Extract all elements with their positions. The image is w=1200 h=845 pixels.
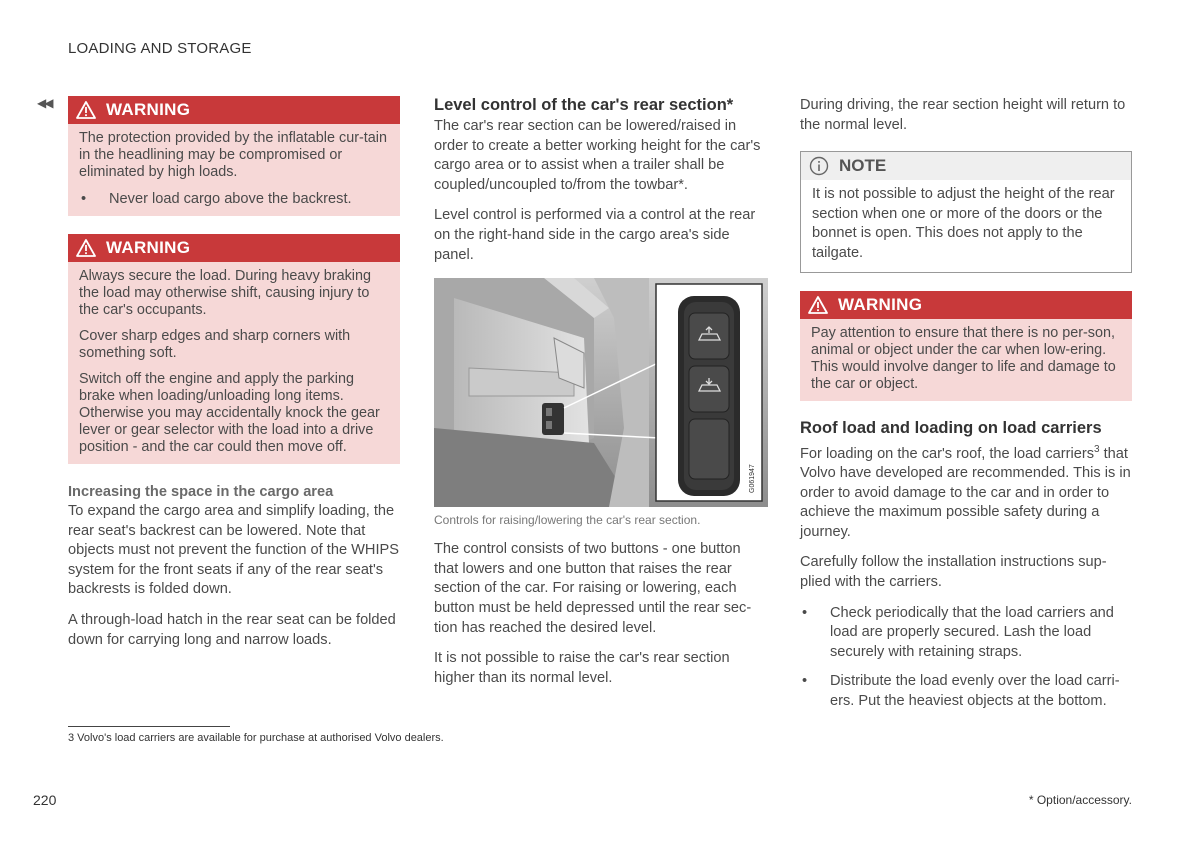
paragraph: Level control is performed via a control at the rear on the right-hand side in the cargo area's side panel.: [434, 207, 756, 263]
section-heading: Roof load and loading on load carriers: [800, 418, 1102, 437]
paragraph: The car's rear section can be lowered/raised in order to create a better working height for the car's cargo area or to assist when a trailer shall be coupled/uncoupled to/from the towbar*.: [434, 118, 761, 193]
warning-header: [800, 291, 1132, 319]
warning-triangle-icon: [76, 101, 96, 119]
note-box: [800, 151, 1132, 272]
footnote-number: 3: [68, 732, 75, 744]
warning-header: [68, 234, 400, 262]
list-item: [800, 604, 1132, 663]
section-heading: Level control of the car's rear section*: [434, 96, 734, 114]
warning-text: The protection provided by the inflatable cur-tain in the headlining may be compromised or eliminated by high loads.: [79, 130, 387, 180]
list-item: [800, 672, 1132, 711]
cargo-area-illustration: [434, 278, 768, 507]
page-number: 220: [33, 792, 57, 808]
text-span: that Volvo have developed are recommended. This is in order to avoid damage to the car and in order to achieve the maximum possible safety during a journey.: [800, 445, 1131, 540]
warning-title: WARNING: [106, 238, 191, 257]
warning-title: WARNING: [106, 100, 191, 119]
warning-triangle-icon: [76, 239, 96, 257]
paragraph: It is not possible to raise the car's rear section higher than its normal level.: [434, 650, 730, 686]
note-header: [801, 152, 1131, 180]
warning-text: Switch off the engine and apply the parking brake when loading/unloading long items. Otherwise you may accidentally knock the gear lever or gear selector with the load into a drive position - and the car could then move off.: [79, 371, 380, 455]
note-text: It is not possible to adjust the height of the rear section when one or more of the doors or the bonnet is open. This does not apply to the tailgate.: [812, 186, 1115, 261]
list-item-text: Check periodically that the load carriers and load are properly secured. Lash the load securely with retaining straps.: [830, 604, 1114, 660]
paragraph: Carefully follow the installation instructions sup-plied with the carriers.: [800, 554, 1107, 590]
text-span: For loading on the car's roof, the load carriers: [800, 445, 1094, 462]
paragraph: The control consists of two buttons - one button that lowers and one button that raises the rear section of the car. For raising or lowering, each button must be held depressed until the rear sec-tion has reached the desired level.: [434, 541, 752, 636]
figure-caption: Controls for raising/lowering the car's rear section.: [434, 513, 701, 528]
footnote-ref[interactable]: 3: [1094, 443, 1100, 455]
warning-text: Always secure the load. During heavy braking the load may otherwise shift, causing injury to the car's occupants.: [79, 268, 371, 318]
warning-box-secure-load: [68, 234, 400, 464]
paragraph: During driving, the rear section height will return to the normal level.: [800, 97, 1126, 133]
paragraph: A through-load hatch in the rear seat can be folded down for carrying long and narrow loads.: [68, 611, 396, 648]
warning-header: [68, 96, 400, 124]
info-circle-icon: [809, 156, 829, 176]
list-item-text: Distribute the load evenly over the load carri-ers. Put the heaviest objects at the bottom.: [830, 673, 1120, 709]
paragraph: To expand the cargo area and simplify loading, the rear seat's backrest can be lowered. Note that objects must not prevent the function of the WHIPS system for the front seats if any of the rear seat's backrests is folded down.: [68, 503, 399, 598]
column-right: [800, 96, 1132, 722]
warning-text: Cover sharp edges and sharp corners with something soft.: [79, 328, 351, 361]
warning-title: WARNING: [838, 294, 923, 314]
bullet-icon: •: [802, 604, 808, 621]
column-left: [68, 96, 400, 661]
list-item: [79, 190, 390, 208]
footnote: [68, 732, 444, 744]
accessory-note: * Option/accessory.: [1028, 793, 1132, 807]
bullet-icon: •: [802, 673, 808, 690]
section-header: LOADING AND STORAGE: [68, 40, 252, 57]
warning-text: Pay attention to ensure that there is no per-son, animal or object under the car when low-ering. This would involve danger to life and damage to the car or object.: [811, 324, 1116, 392]
warning-triangle-icon: [808, 296, 828, 314]
paragraph: [800, 440, 1132, 543]
footnote-text: Volvo's load carriers are available for purchase at authorised Volvo dealers.: [74, 732, 444, 744]
sub-heading: Increasing the space in the cargo area: [68, 484, 334, 500]
figure-rear-level-control: [434, 278, 768, 507]
warning-box-lowering: [800, 291, 1132, 401]
footnote-divider: [68, 726, 230, 727]
warning-box-airbag: [68, 96, 400, 216]
list-item-text: Never load cargo above the backrest.: [109, 191, 352, 207]
note-title: NOTE: [839, 156, 887, 176]
figure-code: G061947: [749, 464, 756, 494]
bullet-icon: •: [81, 191, 87, 207]
column-middle: [434, 96, 768, 699]
double-arrow-left-icon[interactable]: ◀◀: [37, 96, 52, 110]
